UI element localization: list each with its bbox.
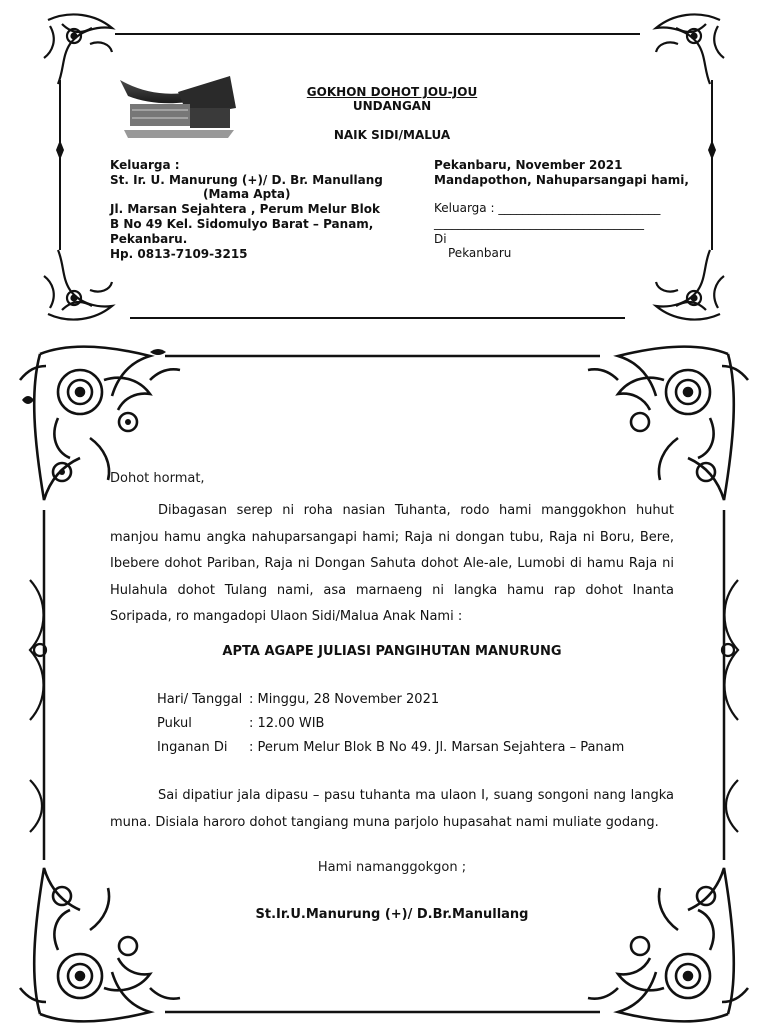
sender-address-line3: Pekanbaru. (110, 232, 188, 246)
detail-label: Inganan Di (157, 740, 228, 755)
detail-value: : Perum Melur Blok B No 49. Jl. Marsan Sejahtera – Panam (249, 740, 625, 755)
closing: Hami namanggokgon ; (317, 860, 467, 875)
sender-address-line2: B No 49 Kel. Sidomulyo Barat – Panam, (110, 217, 374, 231)
recipient-city: Pekanbaru (448, 246, 512, 260)
greeting: Mandapothon, Nahuparsangapi hami, (434, 173, 689, 187)
detail-row-place (157, 740, 624, 755)
envelope-event: NAIK SIDI/MALUA (333, 128, 451, 142)
envelope-title: GOKHON DOHOT JOU-JOU (306, 85, 478, 99)
blessing-paragraph (110, 783, 674, 836)
recipient-blank-line: ___________________________________ (434, 216, 644, 230)
sender-phone: Hp. 0813-7109-3215 (110, 247, 248, 261)
child-name: APTA AGAPE JULIASI PANGIHUTAN MANURUNG (222, 644, 562, 659)
recipient-at-label: Di (434, 232, 447, 246)
sender-name: St. Ir. U. Manurung (+)/ D. Br. Manullang (110, 173, 383, 187)
detail-row-date (157, 692, 439, 707)
envelope-subtitle: UNDANGAN (352, 99, 432, 113)
invitation-paragraph (110, 498, 674, 631)
invitation-paragraph-text: Dibagasan serep ni roha nasian Tuhanta, rodo hami manggokhon huhut manjou hamu angka nahuparsangapi hami; Raja ni dongan tubu, Raja ni Boru, Bere, Ibebere dohot Pariban, Raja ni Dongan Sahuta dohot Ale-ale, Lumobi di hamu Raja ni Hulahula dohot Tulang nami, asa marnaeng ni langka hamu rap dohot Inanta Soripada, ro mangadopi Ulaon Sidi/Malua Anak Nami : (110, 503, 674, 624)
envelope-card (0, 0, 768, 330)
signature: St.Ir.U.Manurung (+)/ D.Br.Manullang (255, 907, 529, 922)
place-date: Pekanbaru, November 2021 (434, 158, 623, 172)
detail-label: Hari/ Tanggal (157, 692, 243, 707)
sender-alias: (Mama Apta) (203, 187, 291, 201)
recipient-family-field: Keluarga : ___________________________ (434, 201, 661, 215)
letter-card (0, 340, 768, 1024)
salutation: Dohot hormat, (110, 471, 205, 486)
batak-traditional-house-icon (118, 74, 238, 140)
detail-value: : 12.00 WIB (249, 716, 325, 731)
sender-label: Keluarga : (110, 158, 180, 172)
detail-value: : Minggu, 28 November 2021 (249, 692, 440, 707)
detail-row-time (157, 716, 324, 731)
blessing-paragraph-text: Sai dipatiur jala dipasu – pasu tuhanta ma ulaon I, suang songoni nang langka muna. Disiala haroro dohot tangiang muna parjolo hupasahat nami muliate godang. (110, 788, 674, 830)
detail-label: Pukul (157, 716, 192, 731)
sender-address-line1: Jl. Marsan Sejahtera , Perum Melur Blok (110, 202, 380, 216)
